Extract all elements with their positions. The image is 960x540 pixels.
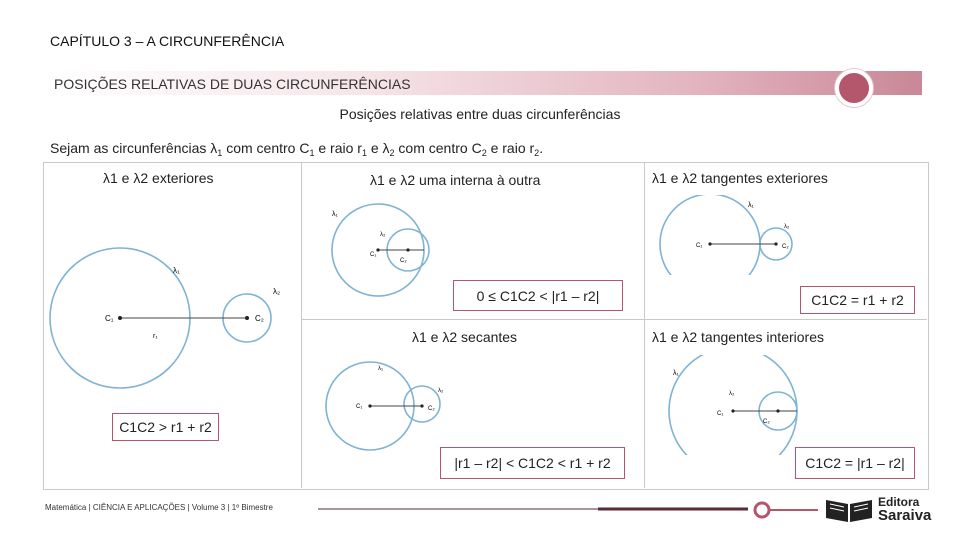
diagram-secantes — [310, 350, 460, 460]
label-lambda2: λ₂ — [784, 224, 790, 230]
caption-secantes: λ1 e λ2 secantes — [412, 329, 518, 345]
caption-interna: λ1 e λ2 uma interna à outra — [370, 172, 541, 188]
caption-tangentes-exteriores: λ1 e λ2 tangentes exteriores — [652, 170, 828, 186]
circle-lambda1 — [660, 195, 760, 275]
label-c1: C₁ — [717, 411, 724, 417]
formula-interna: 0 ≤ C1C2 < |r1 – r2| — [453, 280, 623, 311]
table-divider — [301, 319, 927, 320]
diagram-exteriores — [45, 200, 300, 410]
label-r1: r₁ — [153, 333, 158, 340]
label-lambda1: λ₁ — [673, 370, 679, 377]
circle-lambda1 — [669, 355, 797, 455]
formula-tangentes-interiores: C1C2 = |r1 – r2| — [795, 447, 915, 479]
label-c2: C₂ — [763, 419, 770, 425]
label-c2: C₂ — [400, 258, 407, 264]
label-c1: C₁ — [370, 252, 377, 258]
formula-tangentes-exteriores: C1C2 = r1 + r2 — [800, 286, 915, 314]
logo-editora: Editora — [878, 495, 920, 509]
label-lambda2: λ₂ — [438, 388, 444, 394]
formula-exteriores: C1C2 > r1 + r2 — [112, 413, 219, 441]
label-c2: C₂ — [782, 244, 789, 250]
banner-circle-icon — [835, 69, 873, 107]
footer-decoration — [318, 500, 818, 520]
label-c2: C₂ — [255, 314, 264, 323]
book-logo-icon — [824, 494, 876, 524]
label-lambda1: λ₁ — [378, 366, 384, 372]
footer-text: Matemática | CIÊNCIA E APLICAÇÕES | Volume 3 | 1º Bimestre — [45, 503, 273, 512]
table-divider — [644, 163, 645, 488]
caption-tangentes-interiores: λ1 e λ2 tangentes interiores — [652, 329, 824, 345]
label-lambda2: λ₂ — [273, 287, 281, 296]
caption-exteriores: λ1 e λ2 exteriores — [103, 170, 214, 186]
formula-secantes: |r1 – r2| < C1C2 < r1 + r2 — [440, 447, 625, 479]
footer-circle-icon — [755, 503, 769, 517]
label-lambda1: λ₁ — [173, 266, 180, 275]
label-c1: C₁ — [696, 243, 703, 249]
section-banner-title: POSIÇÕES RELATIVAS DE DUAS CIRCUNFERÊNCIAS — [54, 76, 411, 92]
label-c1: C₁ — [356, 404, 363, 410]
diagram-interna — [300, 200, 460, 300]
label-c2: C₂ — [428, 406, 435, 412]
page-subtitle: Posições relativas entre duas circunferências — [339, 106, 621, 122]
logo-saraiva: Saraiva — [878, 507, 932, 524]
chapter-title: CAPÍTULO 3 – A CIRCUNFERÊNCIA — [50, 33, 285, 49]
label-lambda2: λ₂ — [729, 391, 735, 397]
label-lambda1: λ₁ — [332, 211, 338, 218]
diagram-tangentes-exteriores — [650, 195, 820, 275]
intro-sentence: Sejam as circunferências $\lambda_1$ com centro $C_1$ e raio $r_1$ e $\lambda_2$ com centro $C_2$ e raio $r_2$. — [50, 140, 544, 158]
circle-lambda2 — [404, 386, 440, 422]
label-lambda1: λ₁ — [748, 202, 754, 209]
diagram-tangentes-interiores — [655, 355, 835, 455]
label-c1: C₁ — [105, 314, 114, 323]
label-lambda2: λ₂ — [380, 232, 386, 238]
